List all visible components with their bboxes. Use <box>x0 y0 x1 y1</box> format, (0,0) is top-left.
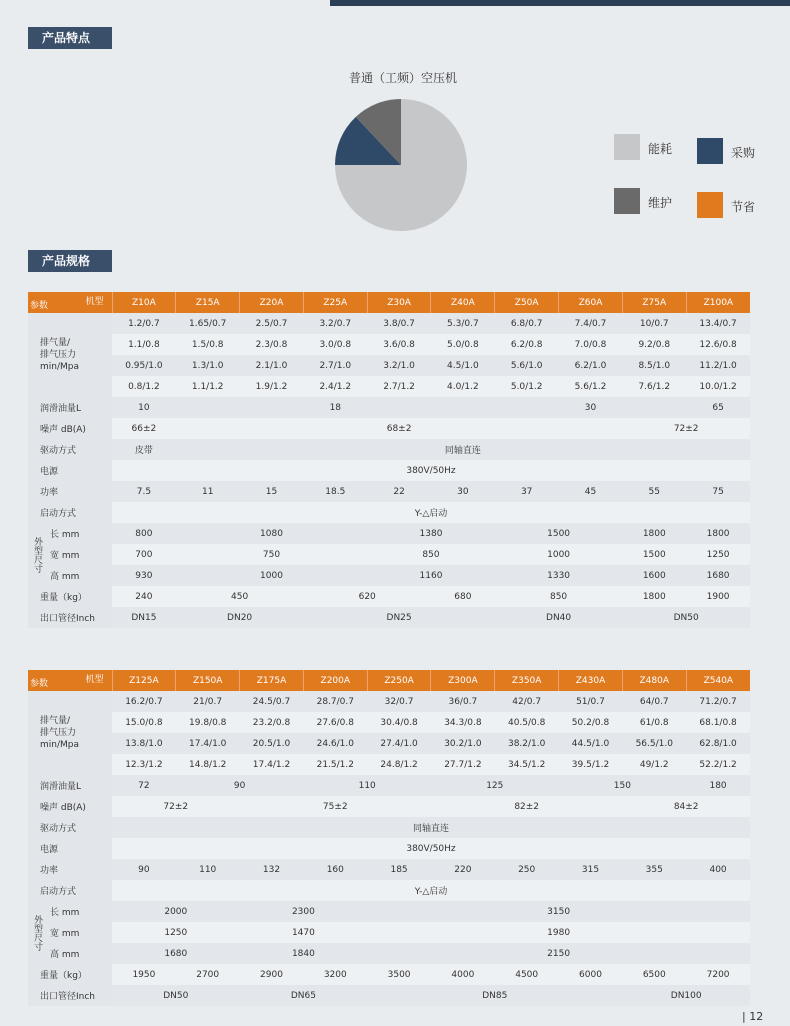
table-cell: 1160 <box>367 565 495 586</box>
table-cell: 7.0/0.8 <box>559 334 623 355</box>
table-header-row <box>28 670 750 691</box>
table-row-weight <box>28 586 750 607</box>
table-cell: 50.2/0.8 <box>559 712 623 733</box>
table-cell: 24.5/0.7 <box>240 691 304 712</box>
table-cell: 32/0.7 <box>367 691 431 712</box>
row-label-outlet: 出口管径Inch <box>28 607 112 628</box>
model-name: Z300A <box>431 670 495 691</box>
table-cell: 7.5 <box>112 481 176 502</box>
table-header-row <box>28 292 750 313</box>
table-cell: 7200 <box>686 964 750 985</box>
legend-swatch <box>697 192 723 218</box>
model-name: Z540A <box>686 670 750 691</box>
row-label-noise: 噪声 dB(A) <box>28 796 112 817</box>
page-number-value: 12 <box>749 1010 764 1023</box>
model-name: Z350A <box>495 670 559 691</box>
model-name: Z75A <box>622 292 686 313</box>
header-corner <box>28 292 112 313</box>
table-cell: 56.5/1.0 <box>622 733 686 754</box>
table-cell: 13.4/0.7 <box>686 313 750 334</box>
table-cell: 75 <box>686 481 750 502</box>
row-label-outlet: 出口管径Inch <box>28 985 112 1006</box>
table-cell: 3.2/0.7 <box>303 313 367 334</box>
model-name: Z200A <box>303 670 367 691</box>
model-name: Z50A <box>495 292 559 313</box>
row-label-height: 高 mm <box>46 565 112 586</box>
table-cell: 380V/50Hz <box>112 460 750 481</box>
table-cell: 3500 <box>367 964 431 985</box>
table-cell: 2.7/1.2 <box>367 376 431 397</box>
table-cell: 27.4/1.0 <box>367 733 431 754</box>
table-cell: 1470 <box>240 922 368 943</box>
spec-table-2 <box>28 670 750 1006</box>
table-cell: 6000 <box>559 964 623 985</box>
table-cell: 1330 <box>495 565 623 586</box>
page-number: | 12 <box>742 1010 764 1023</box>
table-cell: 680 <box>431 586 495 607</box>
table-cell: 1380 <box>367 523 495 544</box>
table-cell: 同轴直连 <box>112 817 750 838</box>
table-cell: 4500 <box>495 964 559 985</box>
table-cell: 850 <box>367 544 495 565</box>
table-cell: 3.6/0.8 <box>367 334 431 355</box>
table-row-oil <box>28 397 750 418</box>
table-cell: 1.2/0.7 <box>112 313 176 334</box>
table-cell: DN20 <box>176 607 304 628</box>
table-cell: 同轴直连 <box>176 439 750 460</box>
table-cell: 1.3/1.0 <box>176 355 240 376</box>
table-cell: DN40 <box>495 607 623 628</box>
table-cell: 皮带 <box>112 439 176 460</box>
table-row-width <box>28 544 750 565</box>
table-cell: 1600 <box>622 565 686 586</box>
table-row-length <box>28 523 750 544</box>
table-row-start <box>28 880 750 901</box>
table-cell: 0.95/1.0 <box>112 355 176 376</box>
table-cell: 150 <box>559 775 687 796</box>
table-cell: 12.3/1.2 <box>112 754 176 775</box>
row-label-noise: 噪声 dB(A) <box>28 418 112 439</box>
table-cell: 36/0.7 <box>431 691 495 712</box>
row-label-start: 启动方式 <box>28 880 112 901</box>
row-label-power: 功率 <box>28 481 112 502</box>
table-row-power <box>28 481 750 502</box>
table-cell: 2900 <box>240 964 304 985</box>
table-cell: 400 <box>686 859 750 880</box>
table-cell: 30 <box>495 397 686 418</box>
legend-label: 能耗 <box>648 142 673 156</box>
row-label-displacement: 排气量/ 排气压力 min/Mpa <box>28 313 112 397</box>
table-cell: 90 <box>112 859 176 880</box>
table-cell: 132 <box>240 859 304 880</box>
table-cell: 6500 <box>622 964 686 985</box>
model-name: Z25A <box>303 292 367 313</box>
table-cell: 21/0.7 <box>176 691 240 712</box>
table-cell: 620 <box>303 586 431 607</box>
table-cell: 27.6/0.8 <box>303 712 367 733</box>
table-cell: 7.6/1.2 <box>622 376 686 397</box>
table-cell: 17.4/1.0 <box>176 733 240 754</box>
table-cell: DN65 <box>240 985 368 1006</box>
table-cell: 1250 <box>112 922 240 943</box>
table-row-power-source <box>28 838 750 859</box>
row-label-drive: 驱动方式 <box>28 817 112 838</box>
table-cell: 72±2 <box>112 796 240 817</box>
model-name: Z20A <box>240 292 304 313</box>
table-cell: 28.7/0.7 <box>303 691 367 712</box>
model-name: Z430A <box>559 670 623 691</box>
table-cell: 27.7/1.2 <box>431 754 495 775</box>
table-cell: 110 <box>176 859 240 880</box>
table-cell: 2.5/0.7 <box>240 313 304 334</box>
table-cell: 51/0.7 <box>559 691 623 712</box>
header-corner <box>28 670 112 691</box>
table-cell: 6.2/1.0 <box>559 355 623 376</box>
table-cell: DN15 <box>112 607 176 628</box>
row-label-length: 长 mm <box>46 901 112 922</box>
model-name: Z40A <box>431 292 495 313</box>
table-cell: Y-△启动 <box>112 880 750 901</box>
table-cell: 5.6/1.0 <box>495 355 559 376</box>
table-row-displacement <box>28 691 750 712</box>
table-cell: 8.5/1.0 <box>622 355 686 376</box>
table-cell: 49/1.2 <box>622 754 686 775</box>
table-cell: 45 <box>559 481 623 502</box>
table-cell: 61/0.8 <box>622 712 686 733</box>
table-cell: 2.1/1.0 <box>240 355 304 376</box>
table-cell: 13.8/1.0 <box>112 733 176 754</box>
model-name: Z10A <box>112 292 176 313</box>
table-cell: 64/0.7 <box>622 691 686 712</box>
row-label-dims: 外型尺寸 <box>28 523 46 586</box>
pie-title: 普通（工频）空压机 <box>348 71 457 85</box>
table-cell: 10 <box>112 397 176 418</box>
table-cell: 39.5/1.2 <box>559 754 623 775</box>
table-cell: 930 <box>112 565 176 586</box>
table-cell: 5.3/0.7 <box>431 313 495 334</box>
table-cell: 2.7/1.0 <box>303 355 367 376</box>
table-cell: 55 <box>622 481 686 502</box>
row-label-length: 长 mm <box>46 523 112 544</box>
table-cell: 34.3/0.8 <box>431 712 495 733</box>
legend-swatch <box>614 188 640 214</box>
table-cell: 250 <box>495 859 559 880</box>
table-cell: 2.4/1.2 <box>303 376 367 397</box>
table-cell: 1.5/0.8 <box>176 334 240 355</box>
table-row-displacement <box>28 733 750 754</box>
table-cell: 3.0/0.8 <box>303 334 367 355</box>
table-cell: 44.5/1.0 <box>559 733 623 754</box>
table-cell: 21.5/1.2 <box>303 754 367 775</box>
section-tag-features: 产品特点 <box>28 27 112 49</box>
table-cell: 84±2 <box>622 796 750 817</box>
spec-table-1 <box>28 292 750 628</box>
table-cell: 1.9/1.2 <box>240 376 304 397</box>
table-cell: 1.65/0.7 <box>176 313 240 334</box>
param-label: 参数 <box>30 301 49 311</box>
table-row-displacement <box>28 313 750 334</box>
table-cell: 220 <box>431 859 495 880</box>
table-cell: 1800 <box>622 586 686 607</box>
row-label-power-source: 电源 <box>28 838 112 859</box>
table-cell: 82±2 <box>431 796 622 817</box>
row-label-width: 宽 mm <box>46 922 112 943</box>
table-cell: 65 <box>686 397 750 418</box>
table-cell: 68±2 <box>176 418 623 439</box>
row-label-height: 高 mm <box>46 943 112 964</box>
table-row-height <box>28 565 750 586</box>
table-cell: 3150 <box>367 901 750 922</box>
table-cell: 380V/50Hz <box>112 838 750 859</box>
table-cell: 14.8/1.2 <box>176 754 240 775</box>
table-cell: 5.0/0.8 <box>431 334 495 355</box>
table-cell: 800 <box>112 523 176 544</box>
table-cell: 1500 <box>495 523 623 544</box>
table-cell: 5.6/1.2 <box>559 376 623 397</box>
table-cell: 10.0/1.2 <box>686 376 750 397</box>
table-cell: 1080 <box>176 523 367 544</box>
table-cell: 19.8/0.8 <box>176 712 240 733</box>
table-cell: 23.2/0.8 <box>240 712 304 733</box>
table-cell: 18 <box>176 397 495 418</box>
table-cell: 40.5/0.8 <box>495 712 559 733</box>
table-cell: 1000 <box>176 565 367 586</box>
row-label-width: 宽 mm <box>46 544 112 565</box>
model-name: Z30A <box>367 292 431 313</box>
table-row-width <box>28 922 750 943</box>
table-cell: 1950 <box>112 964 176 985</box>
table-cell: 4.5/1.0 <box>431 355 495 376</box>
table-cell: 850 <box>495 586 623 607</box>
table-cell: 450 <box>176 586 304 607</box>
legend-label: 采购 <box>731 146 756 160</box>
top-accent-bar <box>330 0 790 6</box>
table-cell: 24.8/1.2 <box>367 754 431 775</box>
table-cell: 30.4/0.8 <box>367 712 431 733</box>
table-cell: 15.0/0.8 <box>112 712 176 733</box>
table-cell: 5.0/1.2 <box>495 376 559 397</box>
table-cell: 62.8/1.0 <box>686 733 750 754</box>
row-label-oil: 润滑油量L <box>28 397 112 418</box>
table-cell: DN25 <box>303 607 494 628</box>
table-cell: 11 <box>176 481 240 502</box>
model-name: Z100A <box>686 292 750 313</box>
table-cell: DN50 <box>112 985 240 1006</box>
table-cell: 22 <box>367 481 431 502</box>
table-cell: 315 <box>559 859 623 880</box>
table-cell: 6.8/0.7 <box>495 313 559 334</box>
table-cell: 160 <box>303 859 367 880</box>
model-name: Z125A <box>112 670 176 691</box>
row-label-power-source: 电源 <box>28 460 112 481</box>
table-row-power-source <box>28 460 750 481</box>
table-cell: 72 <box>112 775 176 796</box>
table-row-drive <box>28 817 750 838</box>
table-row-noise <box>28 796 750 817</box>
table-cell: 2300 <box>240 901 368 922</box>
table-row-length <box>28 901 750 922</box>
legend-label: 维护 <box>648 196 673 210</box>
table-row-displacement <box>28 376 750 397</box>
table-cell: 1800 <box>622 523 686 544</box>
table-cell: DN50 <box>622 607 750 628</box>
table-row-displacement <box>28 334 750 355</box>
table-cell: 1000 <box>495 544 623 565</box>
table-row-displacement <box>28 754 750 775</box>
table-cell: 1900 <box>686 586 750 607</box>
param-label: 参数 <box>30 679 49 689</box>
table-cell: 3.2/1.0 <box>367 355 431 376</box>
table-cell: 20.5/1.0 <box>240 733 304 754</box>
table-row-outlet <box>28 985 750 1006</box>
table-cell: 16.2/0.7 <box>112 691 176 712</box>
row-label-start: 启动方式 <box>28 502 112 523</box>
pie-chart <box>334 98 468 232</box>
model-name: Z480A <box>622 670 686 691</box>
legend-swatch <box>614 134 640 160</box>
table-cell: 24.6/1.0 <box>303 733 367 754</box>
row-label-drive: 驱动方式 <box>28 439 112 460</box>
table-cell: 3.8/0.7 <box>367 313 431 334</box>
table-cell: 180 <box>686 775 750 796</box>
table-cell: 1.1/0.8 <box>112 334 176 355</box>
table-cell: 6.2/0.8 <box>495 334 559 355</box>
legend-swatch <box>697 138 723 164</box>
table-cell: 750 <box>176 544 367 565</box>
table-cell: 185 <box>367 859 431 880</box>
table-cell: 11.2/1.0 <box>686 355 750 376</box>
model-name: Z150A <box>176 670 240 691</box>
table-cell: 125 <box>431 775 559 796</box>
table-row-noise <box>28 418 750 439</box>
table-row-displacement <box>28 712 750 733</box>
table-row-height <box>28 943 750 964</box>
model-name: Z175A <box>240 670 304 691</box>
table-row-power <box>28 859 750 880</box>
table-cell: 75±2 <box>240 796 431 817</box>
table-cell: 72±2 <box>622 418 750 439</box>
table-cell: 2700 <box>176 964 240 985</box>
table-cell: 71.2/0.7 <box>686 691 750 712</box>
table-cell: 2150 <box>367 943 750 964</box>
model-name: Z15A <box>176 292 240 313</box>
table-cell: 1680 <box>686 565 750 586</box>
table-cell: 30 <box>431 481 495 502</box>
table-cell: 9.2/0.8 <box>622 334 686 355</box>
table-cell: 1500 <box>622 544 686 565</box>
row-label-displacement: 排气量/ 排气压力 min/Mpa <box>28 691 112 775</box>
table-cell: 1800 <box>686 523 750 544</box>
table-cell: 110 <box>303 775 431 796</box>
row-label-weight: 重量（kg） <box>28 586 112 607</box>
table-cell: 34.5/1.2 <box>495 754 559 775</box>
table-cell: 1980 <box>367 922 750 943</box>
table-cell: 12.6/0.8 <box>686 334 750 355</box>
table-cell: 3200 <box>303 964 367 985</box>
table-row-weight <box>28 964 750 985</box>
table-cell: 90 <box>176 775 304 796</box>
table-cell: 18.5 <box>303 481 367 502</box>
table-cell: 17.4/1.2 <box>240 754 304 775</box>
table-cell: 42/0.7 <box>495 691 559 712</box>
model-name: Z250A <box>367 670 431 691</box>
row-label-weight: 重量（kg） <box>28 964 112 985</box>
table-cell: DN100 <box>622 985 750 1006</box>
row-label-oil: 润滑油量L <box>28 775 112 796</box>
table-cell: 1.1/1.2 <box>176 376 240 397</box>
table-row-outlet <box>28 607 750 628</box>
table-cell: 66±2 <box>112 418 176 439</box>
row-label-power: 功率 <box>28 859 112 880</box>
table-cell: 4.0/1.2 <box>431 376 495 397</box>
table-cell: 1250 <box>686 544 750 565</box>
table-row-oil <box>28 775 750 796</box>
table-cell: 240 <box>112 586 176 607</box>
table-cell: 37 <box>495 481 559 502</box>
model-label: 机型 <box>85 675 104 685</box>
table-cell: 2000 <box>112 901 240 922</box>
table-cell: 1680 <box>112 943 240 964</box>
table-cell: 30.2/1.0 <box>431 733 495 754</box>
table-cell: DN85 <box>367 985 622 1006</box>
model-label: 机型 <box>85 297 104 307</box>
table-cell: 7.4/0.7 <box>559 313 623 334</box>
table-cell: 68.1/0.8 <box>686 712 750 733</box>
table-cell: 38.2/1.0 <box>495 733 559 754</box>
table-cell: 355 <box>622 859 686 880</box>
table-cell: 1840 <box>240 943 368 964</box>
table-cell: 700 <box>112 544 176 565</box>
table-cell: 4000 <box>431 964 495 985</box>
table-cell: 10/0.7 <box>622 313 686 334</box>
table-row-displacement <box>28 355 750 376</box>
table-cell: Y-△启动 <box>112 502 750 523</box>
row-label-dims: 外型尺寸 <box>28 901 46 964</box>
table-cell: 0.8/1.2 <box>112 376 176 397</box>
legend-label: 节省 <box>731 200 756 214</box>
section-tag-specs: 产品规格 <box>28 250 112 272</box>
table-cell: 15 <box>240 481 304 502</box>
table-cell: 52.2/1.2 <box>686 754 750 775</box>
model-name: Z60A <box>559 292 623 313</box>
table-row-start <box>28 502 750 523</box>
table-cell: 2.3/0.8 <box>240 334 304 355</box>
table-row-drive <box>28 439 750 460</box>
